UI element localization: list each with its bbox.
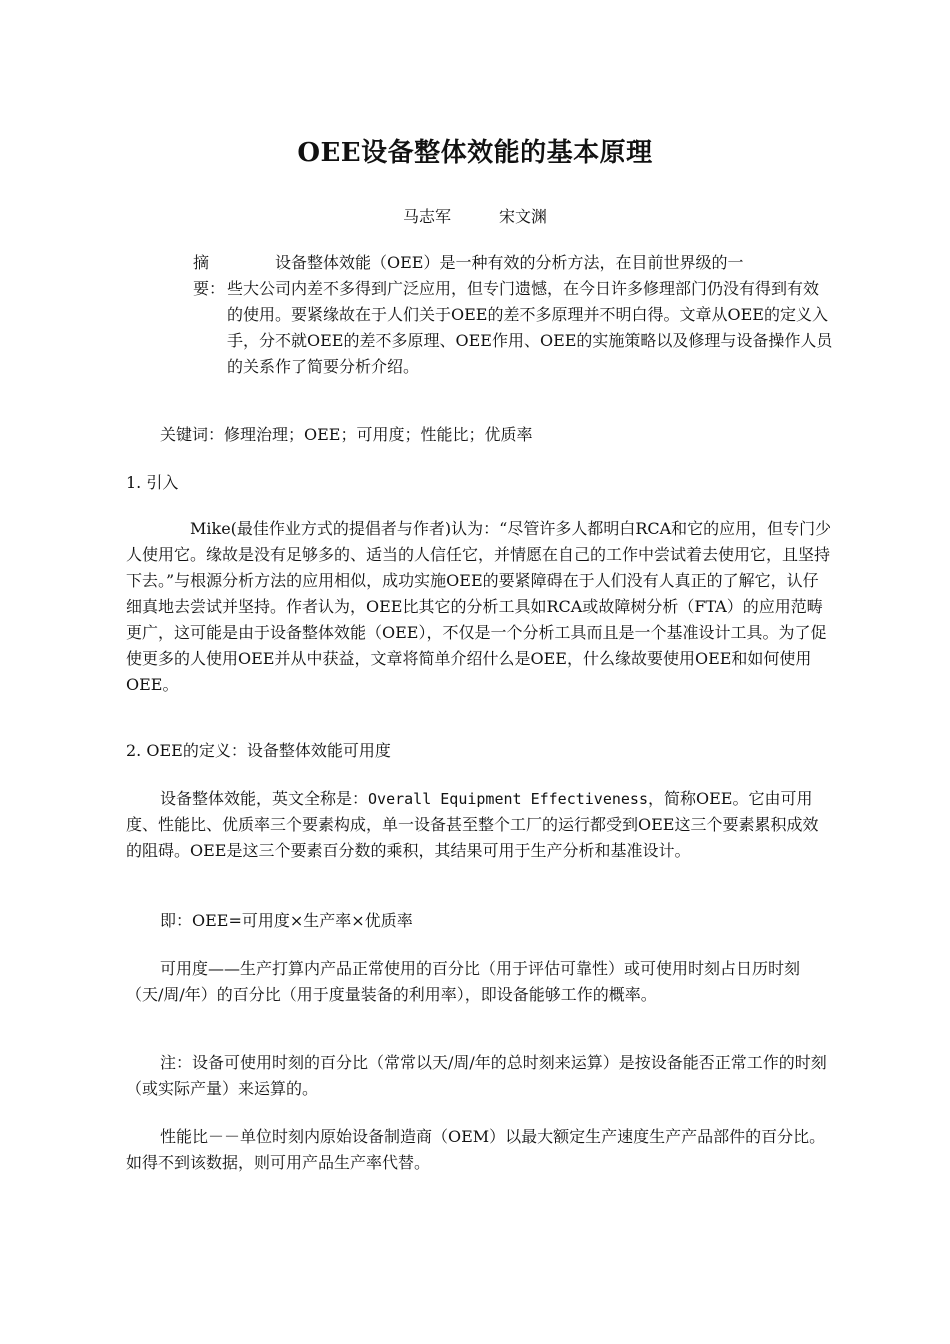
p1-english-term: Overall Equipment Effectiveness	[368, 790, 648, 808]
author-2: 宋文渊	[499, 207, 548, 226]
oee-formula: 即：OEE=可用度×生产率×优质率	[160, 911, 413, 930]
availability-definition: 可用度——生产打算内产品正常使用的百分比（用于评估可靠性）或可使用时刻占日历时刻（天/周/年）的百分比（用于度量装备的利用率），即设备能够工作的概率。	[126, 959, 801, 1004]
document-title: OEE设备整体效能的基本原理	[297, 138, 653, 168]
abstract-line-1: 设备整体效能（OEE）是一种有效的分析方法，在目前世界级的一	[275, 253, 744, 272]
abstract-body	[227, 250, 833, 380]
section-1-paragraph: Mike(最佳作业方式的提倡者与作者)认为：“尽管许多人都明白RCA和它的应用，但专门少人使用它。缘故是没有足够多的、适当的人信任它，并情愿在自己的工作中尝试着去使用它，且坚持下去。”与根源分析方法的应用相似，成功实施OEE的要紧障碍在于人们没有人真正的了解它，认仔细真地去尝试并坚持。作者认为，OEE比其它的分析工具如RCA或故障树分析（FTA）的应用范畴更广，这可能是由于设备整体效能（OEE），不仅是一个分析工具而且是一个基准设计工具。为了促使更多的人使用OEE并从中获益，文章将简单介绍什么是OEE，什么缘故要使用OEE和如何使用OEE。	[126, 519, 832, 694]
authors-line	[0, 204, 950, 227]
p1-rest: ，简称OEE。它由可用度、性能比、优质率三个要素构成，单一设备甚至整个工厂的运行都受到OEE这三个要素累积成效的阻碍。OEE是这三个要素百分数的乘积，其结果可用于生产分析和基准设计。	[126, 789, 819, 860]
performance-definition: 性能比－－单位时刻内原始设备制造商（OEM）以最大额定生产速度生产产品部件的百分比。如得不到该数据，则可用产品生产率代替。	[126, 1127, 826, 1172]
abstract-rest: 些大公司内差不多得到广泛应用，但专门遗憾，在今日许多修理部门仍没有得到有效的使用。要紧缘故在于人们关于OEE的差不多原理并不明白得。文章从OEE的定义入手，分不就OEE的差不多原理、OEE作用、OEE的实施策略以及修理与设备操作人员的关系作了简要分析介绍。	[227, 279, 833, 376]
abstract-label: 摘 要：	[193, 253, 226, 298]
section-2-heading: 2. OEE的定义：设备整体效能可用度	[126, 741, 391, 760]
abstract	[193, 250, 833, 380]
keywords: 关键词：修理治理；OEE；可用度；性能比；优质率	[160, 425, 533, 444]
p1-prefix: 设备整体效能，英文全称是：	[160, 789, 369, 808]
section-2-paragraph-1	[126, 786, 832, 864]
section-1-heading: 1. 引入	[126, 473, 179, 492]
author-1: 马志军	[402, 207, 451, 226]
availability-note: 注：设备可使用时刻的百分比（常常以天/周/年的总时刻来运算）是按设备能否正常工作的时刻（或实际产量）来运算的。	[126, 1053, 827, 1098]
